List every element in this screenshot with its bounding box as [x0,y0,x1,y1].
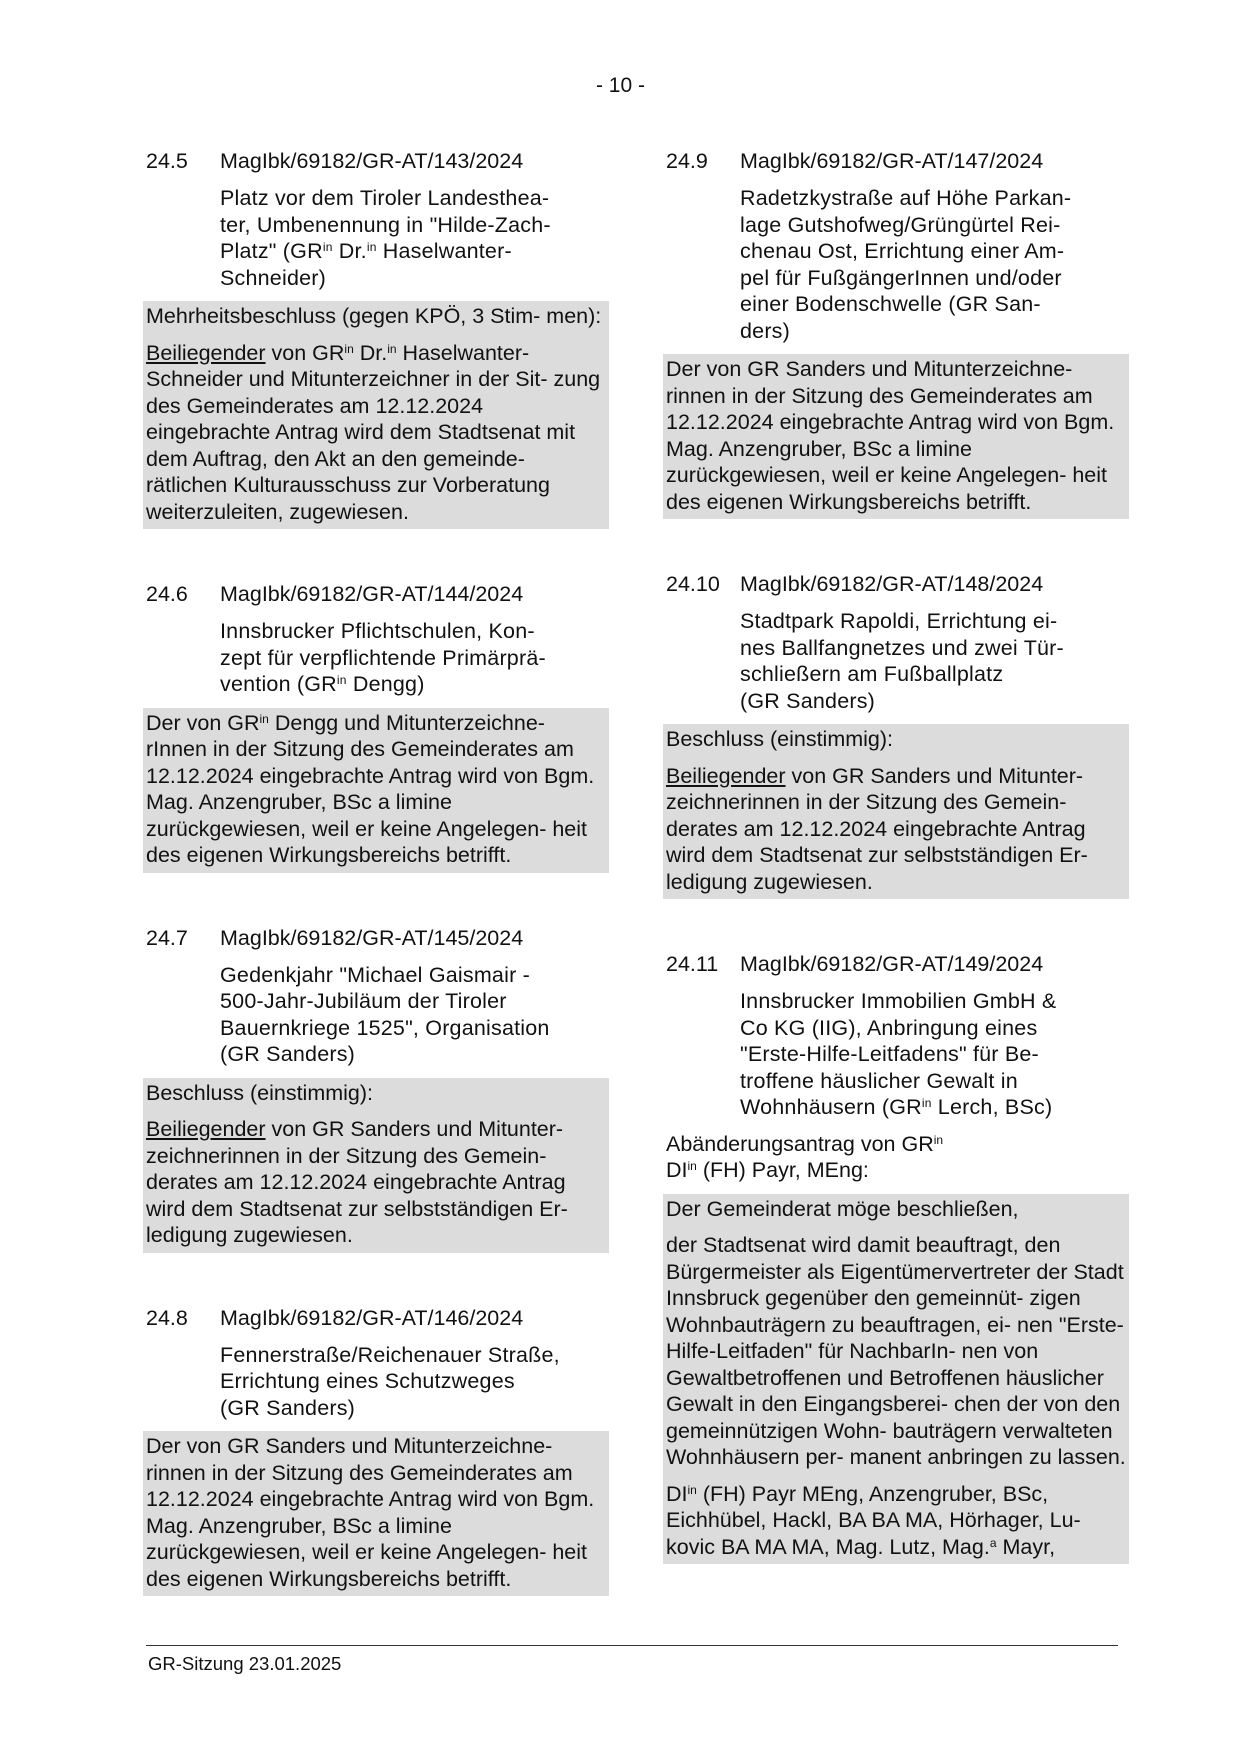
decision-label: Beschluss (einstimmig): [146,1080,373,1105]
title-line: Co KG (IIG), Anbringung eines [740,1015,1038,1040]
item-reference: MagIbk/69182/GR-AT/147/2024 [740,149,1044,173]
item-title [740,608,1126,714]
decision-label: Mehrheitsbeschluss (gegen KPÖ, 3 Stim- men): [146,304,602,328]
item-number: 24.8 [146,1305,188,1330]
title-line: einer Bodenschwelle (GR San- [740,292,1041,316]
decision-text: Beiliegender von GR Sanders und Mitunter- zeichnerinnen in der Sitzung des Gemein- derates am 12.12.2024 eingebrachte Antrag wird dem Stadtsenat zur selbstständigen Er- ledigung zugewiesen. [666,763,1088,894]
title-line: (GR Sanders) [740,688,876,713]
decision-label: Beschluss (einstimmig): [666,727,893,751]
title-line: Innsbrucker Pflichtschulen, Kon- [220,619,535,643]
decision-box [143,1078,609,1253]
decision-box [663,724,1129,899]
item-reference: MagIbk/69182/GR-AT/148/2024 [740,572,1044,596]
item-number: 24.11 [666,952,719,976]
page-number: - 10 - [595,74,645,97]
amendment-heading: Abänderungsantrag von $GR^{in}$ $DI^{in}$ (FH) Payr, MEng: [666,1131,944,1182]
item-number: 24.9 [666,149,708,173]
title-line: zept für verpflichtende Primärprä- [220,645,546,670]
title-line: pel für FußgängerInnen und/oder [740,265,1062,290]
item-number: 24.5 [146,149,188,173]
title-line: vention ($GR^{in}$ Dengg) [220,672,425,696]
title-line: chenau Ost, Errichtung einer Am- [740,239,1065,263]
agenda-item-24-11 [666,951,1126,1564]
title-line: Stadtpark Rapoldi, Errichtung ei- [740,609,1058,633]
motion-intro: Der Gemeinderat möge beschließen, [666,1196,1019,1221]
title-line: Wohnhäusern ($GR^{in}$ Lerch, BSc) [740,1095,1053,1119]
item-title [740,988,1126,1121]
item-number: 24.7 [146,925,188,950]
decision-text: Beiliegender von $GR^{in}$ Dr.$^{in}$ Haselwanter- Schneider und Mitunterzeichner in der Sit- zung des Gemeinderates am 12.12.2024 eingebrachte Antrag wird dem Stadtsenat mit dem Auftrag, den Akt an den gemeinde- rätlichen Kulturausschuss zur Vorberatung weiterzuleiten, zugewiesen. [146,340,601,524]
footer-text: GR-Sitzung 23.01.2025 [148,1653,342,1674]
title-line: schließern am Fußballplatz [740,662,1004,686]
title-line: Radetzkystraße auf Höhe Parkan- [740,186,1072,210]
agenda-item-24-6 [146,581,606,873]
title-line: (GR Sanders) [220,1395,356,1420]
decision-box [143,1431,609,1596]
title-line: Platz" ($GR^{in}$ Dr.$^{in}$ Haselwanter- [220,239,512,263]
title-line: (GR Sanders) [220,1042,356,1066]
title-line: Gedenkjahr "Michael Gaismair - [220,962,530,987]
agenda-item-24-7 [146,925,606,1253]
item-title [220,962,606,1068]
title-line: Schneider) [220,265,326,290]
title-line: troffene häuslicher Gewalt in [740,1068,1018,1093]
decision-text: Der von $GR^{in}$ Dengg und Mitunterzeichne- rInnen in der Sitzung des Gemeinderates am 12.12.2024 eingebrachte Antrag wird von Bgm. Mag. Anzengruber, BSc a limine zurückgewiesen, weil er keine Angelegen- heit des eigenen Wirkungsbereichs betrifft. [146,710,595,867]
title-line: Errichtung eines Schutzweges [220,1369,515,1393]
item-reference: MagIbk/69182/GR-AT/143/2024 [220,149,524,173]
item-number: 24.10 [666,572,720,596]
decision-text: Beiliegender von GR Sanders und Mitunter- zeichnerinnen in der Sitzung des Gemein- derates am 12.12.2024 eingebrachte Antrag wird dem Stadtsenat zur selbstständigen Er- ledigung zugewiesen. [146,1117,568,1247]
item-title [220,185,606,291]
item-number: 24.6 [146,582,188,606]
left-column [146,148,606,1648]
agenda-item-24-9 [666,148,1126,519]
title-line: lage Gutshofweg/Grüngürtel Rei- [740,212,1061,237]
item-reference: MagIbk/69182/GR-AT/144/2024 [220,582,524,606]
decision-box [143,708,609,873]
item-reference: MagIbk/69182/GR-AT/146/2024 [220,1305,524,1330]
agenda-item-24-5 [146,148,606,529]
agenda-item-24-8 [146,1305,606,1597]
motion-box [663,1194,1129,1565]
decision-text: Der von GR Sanders und Mitunterzeichne- rinnen in der Sitzung des Gemeinderates am 12.12.2024 eingebrachte Antrag wird von Bgm. Mag. Anzengruber, BSc a limine zurückgewiesen, weil er keine Angelegen- heit des eigenen Wirkungsbereichs betrifft. [666,357,1115,514]
item-title [220,1342,606,1422]
item-reference: MagIbk/69182/GR-AT/145/2024 [220,925,524,950]
title-line: ders) [740,318,790,343]
item-title [740,185,1126,344]
title-line: Fennerstraße/Reichenauer Straße, [220,1342,560,1367]
title-line: ter, Umbenennung in "Hilde-Zach- [220,212,551,237]
title-line: 500-Jahr-Jubiläum der Tiroler [220,989,507,1013]
motion-signers: $DI^{in}$ (FH) Payr MEng, Anzengruber, BSc, Eichhübel, Hackl, BA BA MA, Hörhager, Lu- kovic BA MA MA, Mag. Lutz, Mag.$^a$ Mayr, [666,1481,1081,1559]
item-reference: MagIbk/69182/GR-AT/149/2024 [740,952,1044,976]
title-line: "Erste-Hilfe-Leitfadens" für Be- [740,1042,1039,1066]
title-line: nes Ballfangnetzes und zwei Tür- [740,635,1064,660]
decision-box [143,301,609,529]
item-title [220,618,606,698]
decision-box [663,354,1129,519]
agenda-item-24-10 [666,571,1126,899]
motion-body: der Stadtsenat wird damit beauftragt, den Bürgermeister als Eigentümervertreter der Stadt Innsbruck gegenüber den gemeinnüt- zigen Wohnbauträgern zu beauftragen, ei- nen "Erste-Hilfe-Leitfaden" für NachbarIn- nen von Gewaltbetroffenen und Betroffenen häuslicher Gewalt in den Eingangsberei- chen der von den gemeinnützigen Wohn- bauträgern verwalteten Wohnhäusern per- manent anbringen zu lassen. [666,1233,1126,1469]
title-line: Innsbrucker Immobilien GmbH & [740,989,1057,1013]
decision-text: Der von GR Sanders und Mitunterzeichne- rinnen in der Sitzung des Gemeinderates am 12.12.2024 eingebrachte Antrag wird von Bgm. Mag. Anzengruber, BSc a limine zurückgewiesen, weil er keine Angelegen- heit des eigenen Wirkungsbereichs betrifft. [146,1434,595,1591]
title-line: Bauernkriege 1525", Organisation [220,1015,550,1040]
right-column [666,148,1126,1616]
footer-divider [146,1645,1118,1646]
title-line: Platz vor dem Tiroler Landesthea- [220,186,550,210]
